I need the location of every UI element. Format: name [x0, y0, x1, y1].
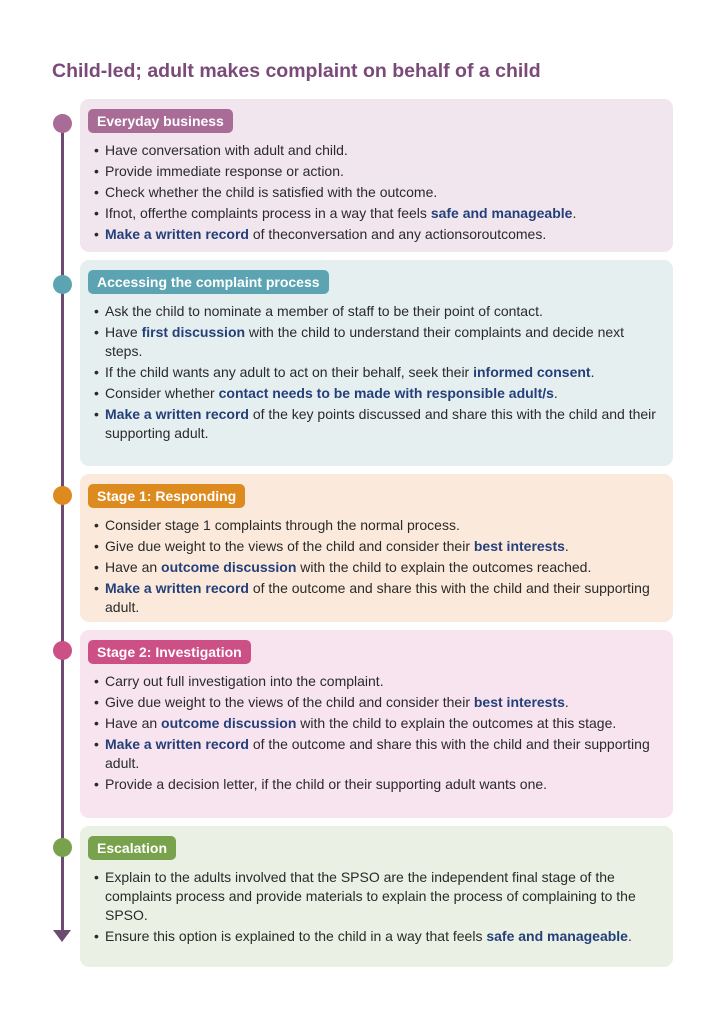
item-text: Have conversation with adult and child. [105, 142, 348, 158]
timeline-arrow-icon [53, 930, 71, 942]
item-text: of the key points discussed and share this with the child and their supporting adult. [105, 406, 656, 441]
list-item [88, 516, 659, 535]
item-text: Consider whether [105, 385, 219, 401]
item-text: Give due weight to the views of the child and consider their [105, 694, 474, 710]
item-text: with the child to understand their complaints and decide next steps. [105, 324, 625, 359]
item-text: Provide immediate response or action. [105, 163, 344, 179]
list-item [88, 323, 659, 361]
item-text: Have [105, 324, 142, 340]
list-item [88, 363, 659, 382]
list-item [88, 579, 659, 617]
item-text: with the child to explain the outcomes reached. [296, 559, 592, 575]
list-item [88, 775, 659, 794]
item-list [88, 672, 659, 794]
section-escalation [80, 826, 673, 967]
emphasis-text: outcome discussion [161, 559, 297, 575]
item-text: Give due weight to the views of the child and consider their [105, 538, 474, 554]
item-text: Have an [105, 559, 162, 575]
item-text: . [590, 364, 595, 380]
item-text: . [564, 694, 569, 710]
list-item [88, 558, 659, 577]
list-item [88, 537, 659, 556]
item-text: . [564, 538, 569, 554]
item-text: Ask the child to nominate a member of staff to be their point of contact. [105, 303, 543, 319]
emphasis-text: Make a written record [105, 406, 249, 422]
section-heading: Escalation [88, 836, 176, 860]
section-stage-2-investigation [80, 630, 673, 818]
timeline-dot-stage2 [53, 641, 72, 660]
section-stage-1-responding [80, 474, 673, 622]
timeline-dot-stage1 [53, 486, 72, 505]
timeline-line [61, 118, 64, 933]
item-text: of theconversation and any actionsoroutcomes. [248, 226, 547, 242]
item-text: of the outcome and share this with the child and their supporting adult. [105, 736, 650, 771]
list-item [88, 927, 659, 946]
timeline-dot-accessing [53, 275, 72, 294]
emphasis-text: Make a written record [105, 580, 249, 596]
timeline-dot-everyday [53, 114, 72, 133]
item-text: Carry out full investigation into the complaint. [105, 673, 384, 689]
list-item [88, 141, 659, 160]
section-everyday-business [80, 99, 673, 252]
emphasis-text: best interests [473, 694, 565, 710]
item-text: . [553, 385, 558, 401]
emphasis-text: contact needs to be made with responsible adult/s [218, 385, 554, 401]
section-accessing-complaint-process [80, 260, 673, 466]
list-item [88, 868, 659, 925]
item-text: Provide a decision letter, if the child or their supporting adult wants one. [105, 776, 548, 792]
item-text: Ifnot, offerthe complaints process in a way that feels [105, 205, 431, 221]
item-list [88, 302, 659, 443]
item-text: . [572, 205, 577, 221]
emphasis-text: informed consent [473, 364, 591, 380]
item-text: of the outcome and share this with the child and their supporting adult. [105, 580, 650, 615]
emphasis-text: outcome discussion [161, 715, 297, 731]
list-item [88, 735, 659, 773]
emphasis-text: Make a written record [105, 736, 249, 752]
item-text: Ensure this option is explained to the child in a way that feels [105, 928, 487, 944]
section-heading: Everyday business [88, 109, 233, 133]
list-item [88, 714, 659, 733]
list-item [88, 693, 659, 712]
item-list [88, 868, 659, 946]
list-item [88, 672, 659, 691]
section-heading: Stage 2: Investigation [88, 640, 251, 664]
item-text: Have an [105, 715, 162, 731]
page-title: Child-led; adult makes complaint on behalf of a child [52, 60, 541, 82]
section-heading: Stage 1: Responding [88, 484, 245, 508]
list-item [88, 225, 659, 244]
item-text: Consider stage 1 complaints through the normal process. [105, 517, 460, 533]
list-item [88, 302, 659, 321]
item-text: Explain to the adults involved that the SPSO are the independent final stage of the complaints process and provide materials to explain the process of complaining to the SPSO. [105, 869, 636, 923]
emphasis-text: first discussion [141, 324, 246, 340]
item-text: with the child to explain the outcomes at this stage. [296, 715, 617, 731]
emphasis-text: safe and manageable [486, 928, 628, 944]
list-item [88, 405, 659, 443]
list-item [88, 183, 659, 202]
item-text: If the child wants any adult to act on their behalf, seek their [105, 364, 474, 380]
timeline-dot-escalation [53, 838, 72, 857]
list-item [88, 204, 659, 223]
list-item [88, 162, 659, 181]
item-text: . [627, 928, 632, 944]
item-list [88, 516, 659, 617]
emphasis-text: best interests [473, 538, 565, 554]
list-item [88, 384, 659, 403]
item-list [88, 141, 659, 244]
emphasis-text: Make a written record [105, 226, 249, 242]
emphasis-text: safe and manageable [430, 205, 573, 221]
section-heading: Accessing the complaint process [88, 270, 329, 294]
item-text: Check whether the child is satisfied with the outcome. [105, 184, 438, 200]
